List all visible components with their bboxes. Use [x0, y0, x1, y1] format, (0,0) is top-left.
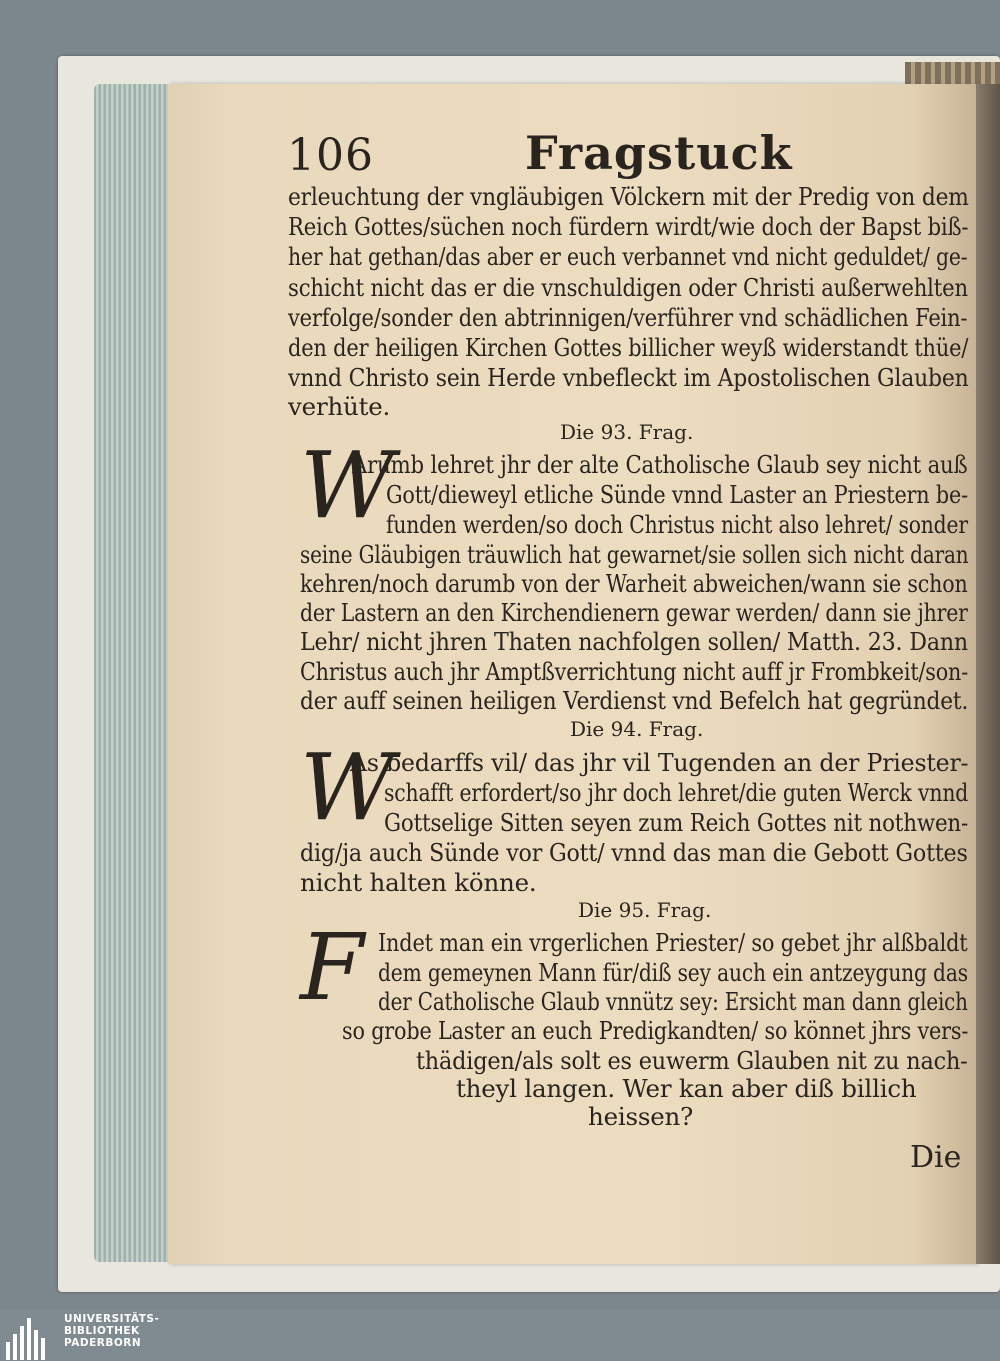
catchword: Die: [910, 1140, 962, 1175]
library-logo-icon: [4, 1316, 52, 1360]
logo-line-2: BIBLIOTHEK: [64, 1325, 140, 1337]
text-line: den der heiligen Kirchen Gottes billicher weyß widerstandt thüe/: [288, 333, 969, 362]
text-line: theyl langen. Wer kan aber diß billich: [456, 1074, 917, 1103]
spine-binding: [905, 62, 1000, 84]
page-edges: [94, 84, 168, 1262]
text-line: funden werden/so doch Christus nicht also lehret/ sonder: [386, 510, 968, 539]
text-line: verfolge/sonder den abtrinnigen/verführer vnd schädlichen Fein-: [288, 303, 968, 332]
text-line: der Lastern an den Kirchendienern gewar werden/ dann sie jhrer: [300, 598, 968, 627]
text-line: As bedarffs vil/ das jhr vil Tugenden an der Priester-: [350, 748, 969, 777]
text-line: kehren/noch darumb von der Warheit abweichen/wann sie schon: [300, 569, 968, 598]
text-line: der auff seinen heiligen Verdienst vnd Befelch hat gegründet.: [300, 686, 969, 715]
text-line: Christus auch jhr Amptßverrichtung nicht auff jr Frombkeit/son-: [300, 657, 969, 686]
drop-cap-initial: W: [300, 432, 395, 539]
drop-cap-initial: F: [300, 914, 364, 1021]
library-logo-text: [64, 1313, 159, 1349]
text-line: seine Gläubigen träuwlich hat gewarnet/sie sollen sich nicht daran: [300, 540, 969, 569]
question-heading: Die 93. Frag.: [560, 420, 694, 444]
text-line: schafft erfordert/so jhr doch lehret/die guten Werck vnnd: [384, 778, 969, 807]
text-line: her hat gethan/das aber er euch verbannet vnd nicht geduldet/ ge-: [288, 242, 968, 271]
logo-line-3: PADERBORN: [64, 1337, 142, 1349]
text-line: dem gemeynen Mann für/diß sey auch ein antzeygung das: [378, 958, 968, 987]
text-line: Arumb lehret jhr der alte Catholische Glaub sey nicht auß: [352, 450, 968, 479]
drop-cap-initial: W: [300, 734, 395, 841]
text-line: verhüte.: [288, 392, 391, 421]
question-heading: Die 95. Frag.: [578, 898, 712, 922]
text-line: vnnd Christo sein Herde vnbefleckt im Apostolischen Glauben: [288, 363, 969, 392]
text-line: dig/ja auch Sünde vor Gott/ vnnd das man die Gebott Gottes: [300, 838, 968, 867]
running-title: Fragstuck: [525, 126, 793, 180]
text-line: Gottselige Sitten seyen zum Reich Gottes nit nothwen-: [384, 808, 969, 837]
text-line: thädigen/als solt es euwerm Glauben nit zu nach-: [416, 1046, 968, 1075]
text-line: erleuchtung der vngläubigen Völckern mit der Predig von dem: [288, 182, 969, 211]
text-line: Reich Gottes/süchen noch fürdern wirdt/wie doch der Bapst biß-: [288, 212, 969, 241]
logo-line-1: UNIVERSITÄTS-: [64, 1313, 160, 1325]
text-line: Lehr/ nicht jhren Thaten nachfolgen sollen/ Matth. 23. Dann: [300, 627, 969, 656]
question-heading: Die 94. Frag.: [570, 717, 704, 741]
text-line: nicht halten könne.: [300, 868, 537, 897]
text-line: der Catholische Glaub vnnütz sey: Ersicht man dann gleich: [378, 987, 968, 1016]
text-line: heissen?: [588, 1102, 694, 1131]
book-gutter: [976, 84, 1000, 1264]
text-line: so grobe Laster an euch Predigkandten/ so könnet jhrs vers-: [342, 1016, 969, 1045]
text-line: Gott/dieweyl etliche Sünde vnnd Laster an Priestern be-: [386, 480, 968, 509]
text-line: Indet man ein vrgerlichen Priester/ so gebet jhr alßbaldt: [378, 928, 968, 957]
text-line: schicht nicht das er die vnschuldigen oder Christi außerwehlten: [288, 273, 968, 302]
page-number: 106: [287, 130, 374, 181]
